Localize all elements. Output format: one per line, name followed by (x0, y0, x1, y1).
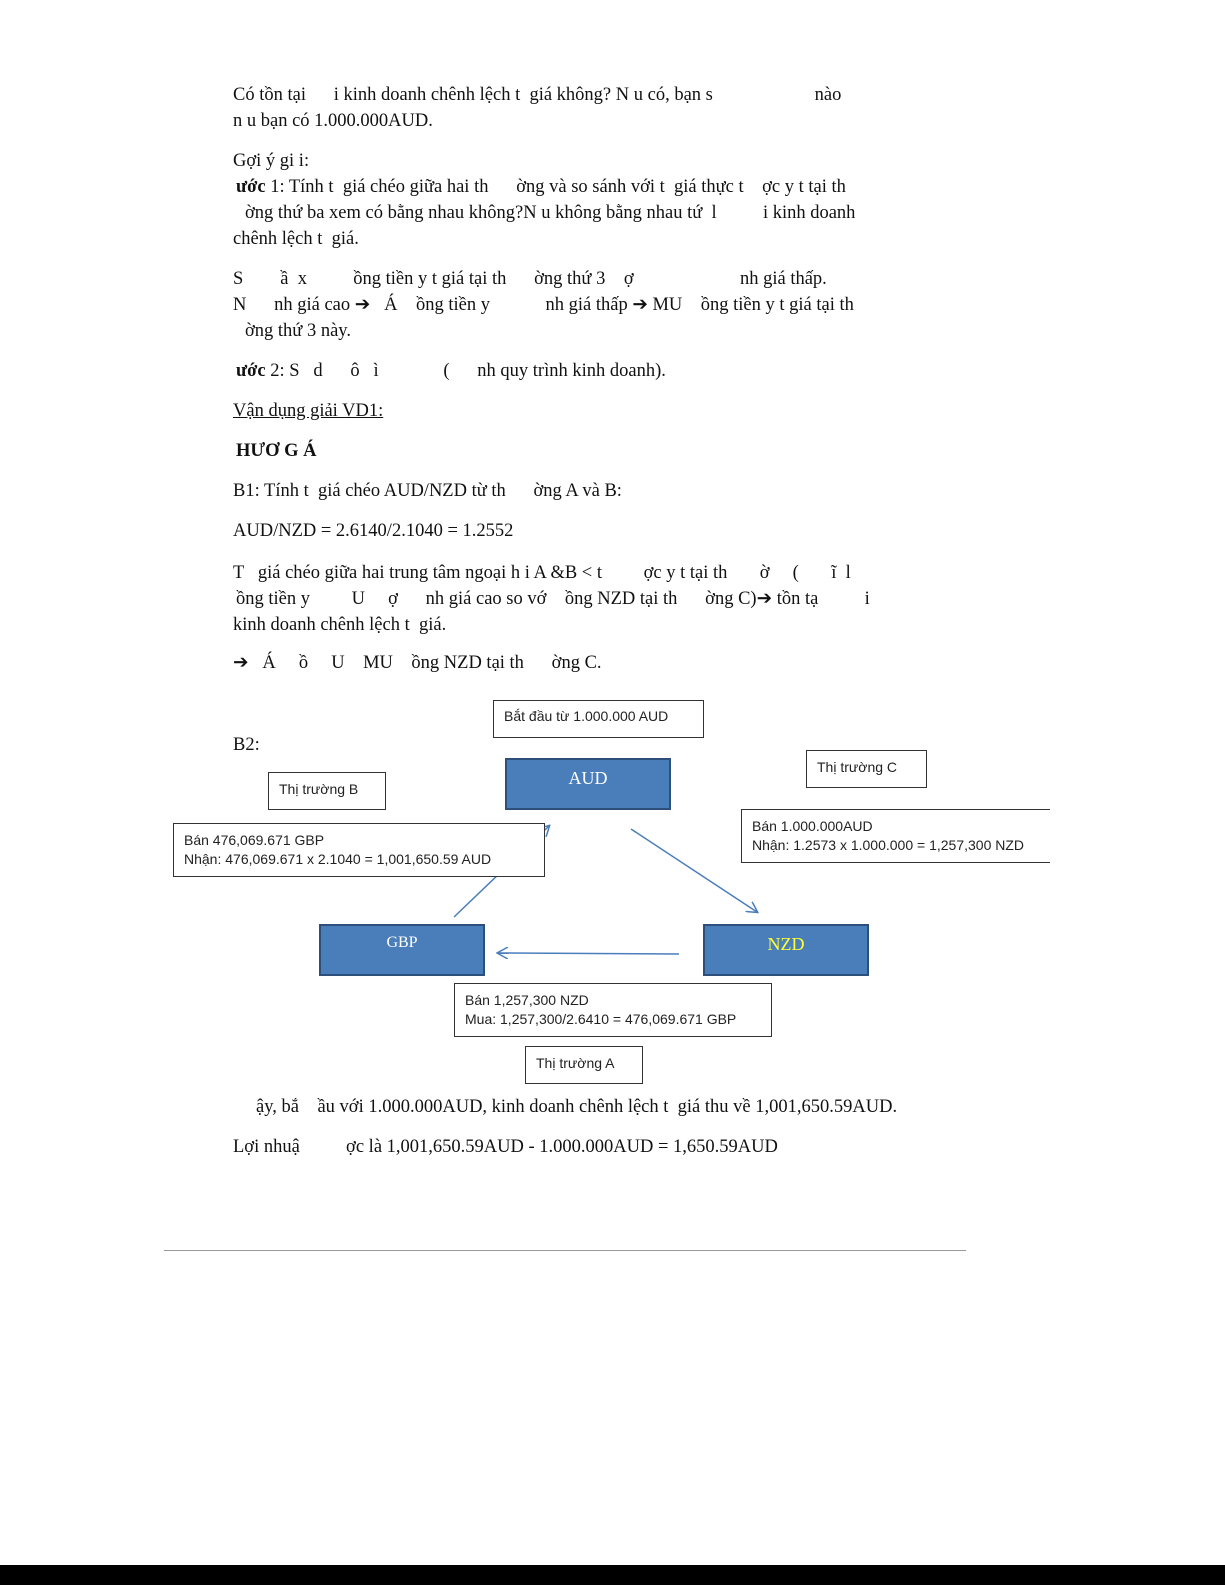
action-line: ➔ Á ồ U MU ồng NZD tại th ờng C. (233, 653, 602, 673)
comparison-line-3: kinh doanh chênh lệch t giá. (233, 615, 447, 635)
question-line-2: n u bạn có 1.000.000AUD. (233, 111, 433, 131)
transaction-b-box (173, 823, 545, 877)
arrow-aud-to-nzd (631, 829, 757, 912)
transaction-a-line-1: Bán 1,257,300 NZD (465, 992, 589, 1008)
profit-line: Lợi nhuậ ợc là 1,001,650.59AUD - 1.000.000AUD = 1,650.59AUD (233, 1137, 778, 1157)
gbp-node (319, 924, 485, 976)
nzd-label: NZD (767, 934, 805, 954)
step1-label: ước (236, 177, 266, 197)
nzd-node (703, 924, 869, 976)
step1-text: 1: Tính t giá chéo giữa hai th ờng và so sánh với t giá thực t ợc y t tại th (265, 177, 846, 197)
hint-heading: Gợi ý gi i: (233, 151, 310, 171)
arrow-nzd-to-gbp (498, 953, 679, 954)
transaction-c-line-1: Bán 1.000.000AUD (752, 818, 873, 834)
step1-line-3: chênh lệch t giá. (233, 229, 359, 249)
transaction-c-line-2: Nhận: 1.2573 x 1.000.000 = 1,257,300 NZD (752, 837, 1025, 853)
transaction-a-line-2: Mua: 1,257,300/2.6410 = 476,069.671 GBP (465, 1011, 737, 1027)
b2-label: B2: (233, 735, 260, 755)
transaction-b-line-2: Nhận: 476,069.671 x 2.1040 = 1,001,650.59 AUD (184, 851, 492, 867)
rule-line-2: N nh giá cao ➔ Á ồng tiền y nh giá thấp ➔ MU ồng tiền y t giá tại th (233, 295, 854, 315)
transaction-a-box (454, 983, 772, 1037)
transaction-b-line-1: Bán 476,069.671 GBP (184, 832, 325, 848)
comparison-line-1: T giá chéo giữa hai trung tâm ngoại h i A &B < t ợc y t tại th ờ ( ĩ l (233, 563, 851, 583)
question-line-1: Có tồn tại i kinh doanh chênh lệch t giá không? N u có, bạn s nào (233, 85, 842, 105)
cross-rate-formula: AUD/NZD = 2.6140/2.1040 = 1.2552 (233, 521, 514, 541)
b1-line: B1: Tính t giá chéo AUD/NZD từ th ờng A và B: (233, 481, 622, 501)
step2-label: ước (236, 361, 266, 381)
rule-line-3: ờng thứ 3 này. (245, 321, 351, 341)
step1-line-2: ờng thứ ba xem có bằng nhau không?N u không bằng nhau tứ l i kinh doanh (245, 203, 856, 223)
aud-label: AUD (568, 768, 608, 788)
conclusion-line: ậy, bắ ầu với 1.000.000AUD, kinh doanh chênh lệch t giá thu về 1,001,650.59AUD. (256, 1097, 898, 1117)
transaction-c-box (741, 809, 1050, 863)
gbp-label: GBP (386, 934, 418, 951)
rule-line-1: S ầ x ồng tiền y t giá tại th ờng thứ 3 ợ nh giá thấp. (233, 269, 827, 289)
direction-heading: HƯƠ G Á (236, 441, 317, 461)
market-a-label: Thị trường A (525, 1046, 643, 1084)
step2-text: 2: S d ô ì ( nh quy trình kinh doanh). (265, 361, 666, 381)
market-c-label: Thị trường C (806, 750, 927, 788)
page-bottom-edge (0, 1565, 1225, 1585)
start-box: Bắt đầu từ 1.000.000 AUD (493, 700, 704, 738)
page-divider (164, 1250, 966, 1251)
comparison-line-2: ồng tiền y U ợ nh giá cao so vớ ồng NZD tại th ờng C)➔ tồn tạ i (236, 589, 870, 609)
market-b-label: Thị trường B (268, 772, 386, 810)
apply-heading: Vận dụng giải VD1: (233, 401, 384, 421)
aud-node (505, 758, 671, 810)
